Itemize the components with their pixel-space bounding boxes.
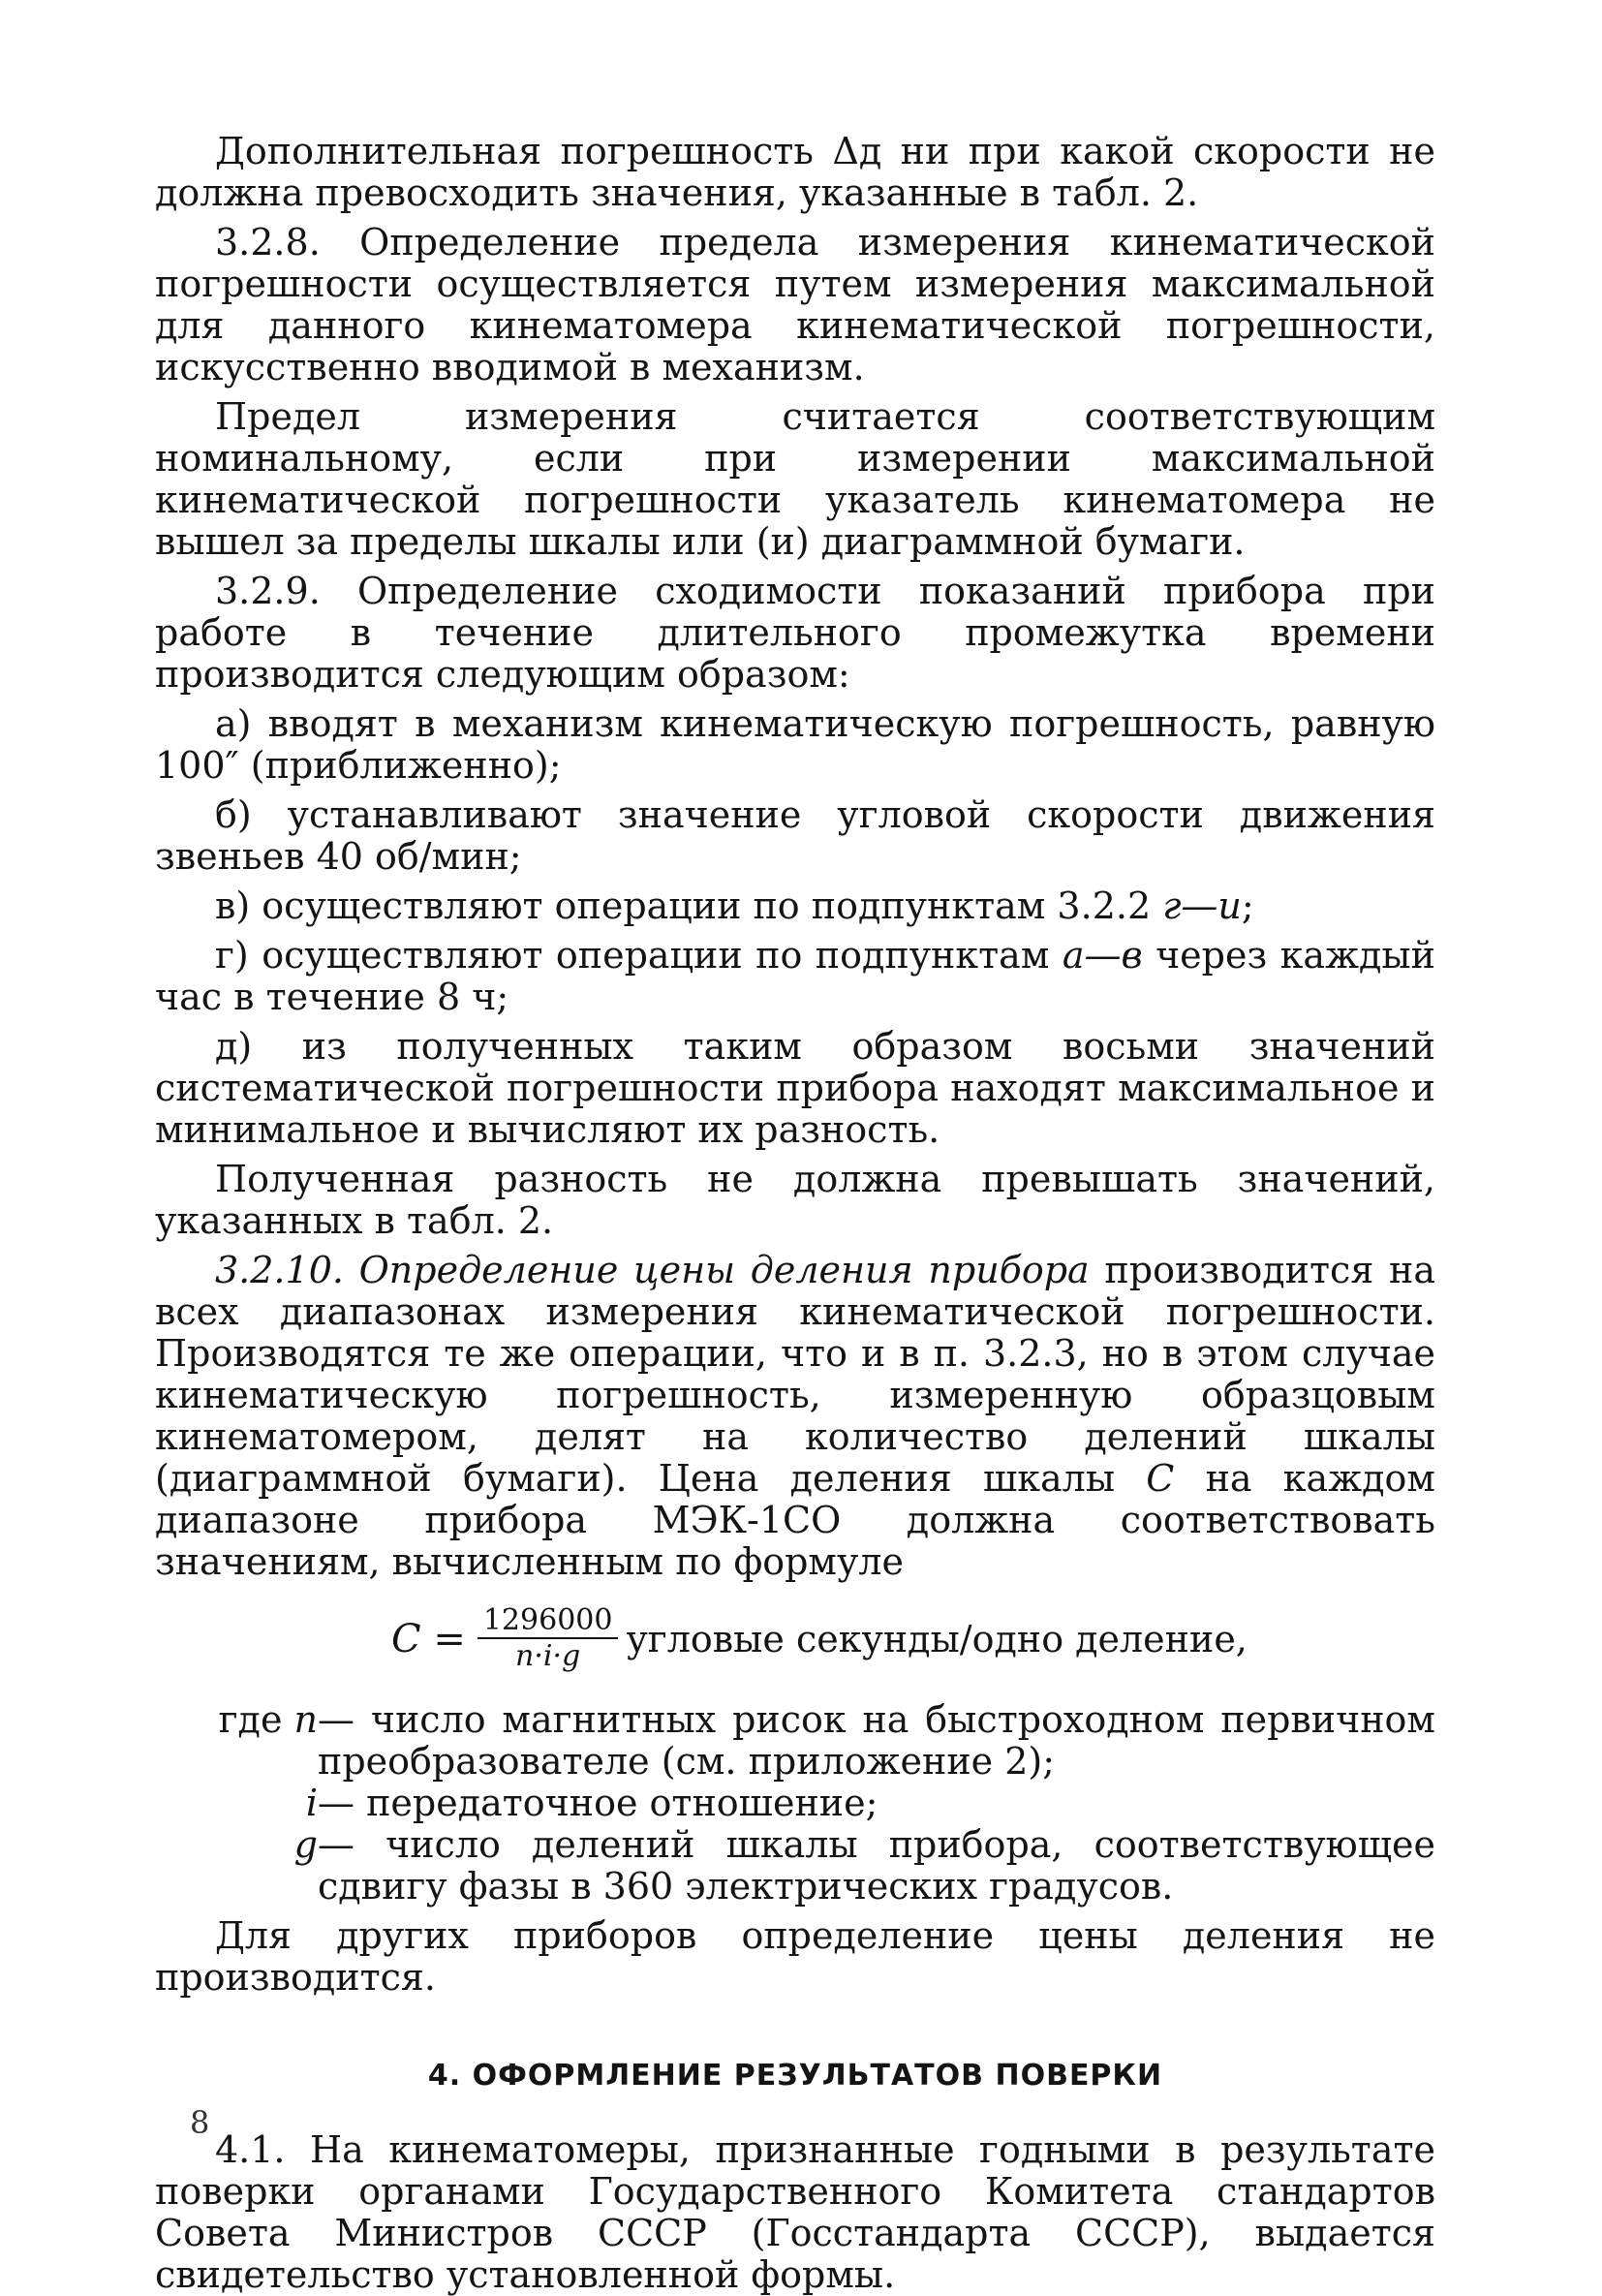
text-run: г) осуществляют операции по подпунктам — [215, 934, 1063, 977]
text-run-italic: а—в — [1062, 934, 1143, 977]
list-item-b: б) устанавливают значение угловой скорости движения звеньев 40 об/мин; — [155, 793, 1435, 878]
text-run-italic: C — [1146, 1457, 1175, 1500]
text-run-italic: г—и — [1162, 884, 1242, 927]
text-run: в) осуществляют операции по подпунктам 3.2.2 — [215, 884, 1163, 927]
paragraph: Полученная разность не должна превышать значений, указанных в табл. 2. — [155, 1158, 1435, 1242]
legend-description: — число магнитных рисок на быстроходном первичном преобразователе (см. приложение 2); — [318, 1698, 1435, 1783]
paragraph: Для других приборов определение цены деления не производится. — [155, 1914, 1435, 1999]
formula-fraction — [478, 1604, 619, 1674]
list-item-a: а) вводят в механизм кинематическую погрешность, равную 100″ (приближенно); — [155, 702, 1435, 787]
formula-numerator: 1296000 — [478, 1604, 619, 1639]
text-run: производится на всех диапазонах измерения кинематической погрешности. Производятся те же операции, что и в п. 3.2.3, но в этом случае кинематическую погрешность, измеренную образцовым кинематомером, делят на количество делений шкалы (диаграммной бумаги). Цена деления шкалы — [155, 1249, 1435, 1500]
legend-symbol: i — [305, 1782, 318, 1824]
legend-description: — число делений шкалы прибора, соответствующее сдвигу фазы в 360 электрических градусов. — [318, 1823, 1435, 1908]
list-item-v — [155, 885, 1435, 927]
paragraph-3-2-9: 3.2.9. Определение сходимости показаний прибора при работе в течение длительного промежутка времени производится следующим образом: — [155, 570, 1435, 696]
text-run-italic: 3.2.10. Определение цены деления прибора — [215, 1249, 1090, 1291]
formula-legend — [155, 1699, 1435, 1908]
list-item-g — [155, 935, 1435, 1018]
text-run: через каждый час в течение 8 ч; — [155, 934, 1435, 1018]
formula-lhs: C = — [391, 1616, 466, 1661]
legend-prefix: где — [218, 1698, 294, 1741]
legend-term — [155, 1699, 318, 1783]
paragraph-3-2-10 — [155, 1250, 1435, 1583]
formula-denominator: n·i·g — [515, 1639, 581, 1673]
formula-unit: угловые секунды/одно деление, — [626, 1617, 1248, 1660]
page-number: 8 — [190, 2104, 210, 2141]
paragraph-4-1: 4.1. На кинематомеры, признанные годными в результате поверки органами Государственного Комитета стандартов Совета Министров СССР (Госстандарта СССР), выдается свидетельство установленной формы. — [155, 2128, 1435, 2296]
paragraph: Дополнительная погрешность Δд ни при какой скорости не должна превосходить значения, указанные в табл. 2. — [155, 130, 1435, 214]
paragraph: Предел измерения считается соответствующим номинальному, если при измерении максимальной кинематической погрешности указатель кинематомера не вышел за пределы шкалы или (и) диаграммной бумаги. — [155, 395, 1435, 563]
legend-symbol: g — [293, 1823, 318, 1866]
list-item-d: д) из полученных таким образом восьми значений систематической погрешности прибора находят максимальное и минимальное и вычисляют их разность. — [155, 1025, 1435, 1151]
legend-term — [155, 1824, 318, 1908]
document-page — [155, 131, 1435, 2296]
section-heading: 4. ОФОРМЛЕНИЕ РЕЗУЛЬТАТОВ ПОВЕРКИ — [427, 2059, 1163, 2093]
paragraph-3-2-8: 3.2.8. Определение предела измерения кинематической погрешности осуществляется путем измерения максимальной для данного кинематомера кинематической погрешности, искусственно вводимой в механизм. — [155, 221, 1435, 388]
text-run: на каждом диапазоне прибора МЭК-1СО должна соответствовать значениям, вычисленным по формуле — [155, 1457, 1435, 1583]
text-run: ; — [1241, 884, 1254, 927]
legend-term — [155, 1783, 318, 1824]
legend-description: — передаточное отношение; — [318, 1782, 878, 1824]
formula — [155, 1589, 1435, 1690]
legend-symbol: n — [293, 1698, 318, 1741]
